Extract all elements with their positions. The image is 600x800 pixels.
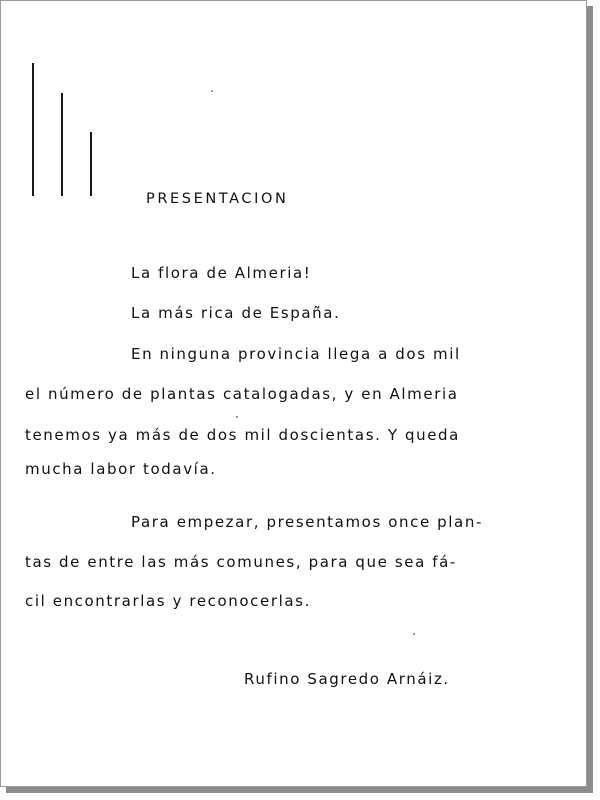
signature: Rufino Sagredo Arnáiz. bbox=[244, 670, 450, 688]
body-line: tas de entre las más comunes, para que sea fá- bbox=[25, 553, 457, 571]
body-line: La flora de Almeria! bbox=[131, 264, 312, 282]
paper-speck bbox=[413, 633, 415, 635]
paper-speck bbox=[236, 416, 238, 418]
body-line: cil encontrarlas y reconocerlas. bbox=[25, 592, 311, 610]
page-title: PRESENTACION bbox=[146, 191, 289, 207]
decorative-vertical-bar bbox=[90, 132, 92, 196]
paper-speck bbox=[211, 90, 213, 92]
body-line: Para empezar, presentamos once plan- bbox=[131, 513, 483, 531]
body-line: mucha labor todavía. bbox=[25, 460, 217, 478]
body-line: La más rica de España. bbox=[131, 304, 341, 322]
body-line: el número de plantas catalogadas, y en Almeria bbox=[25, 385, 459, 403]
body-line: En ninguna provincia llega a dos mil bbox=[131, 345, 461, 363]
body-line: tenemos ya más de dos mil doscientas. Y queda bbox=[25, 426, 460, 444]
decorative-vertical-bar bbox=[61, 93, 63, 196]
decorative-vertical-bar bbox=[32, 63, 34, 196]
